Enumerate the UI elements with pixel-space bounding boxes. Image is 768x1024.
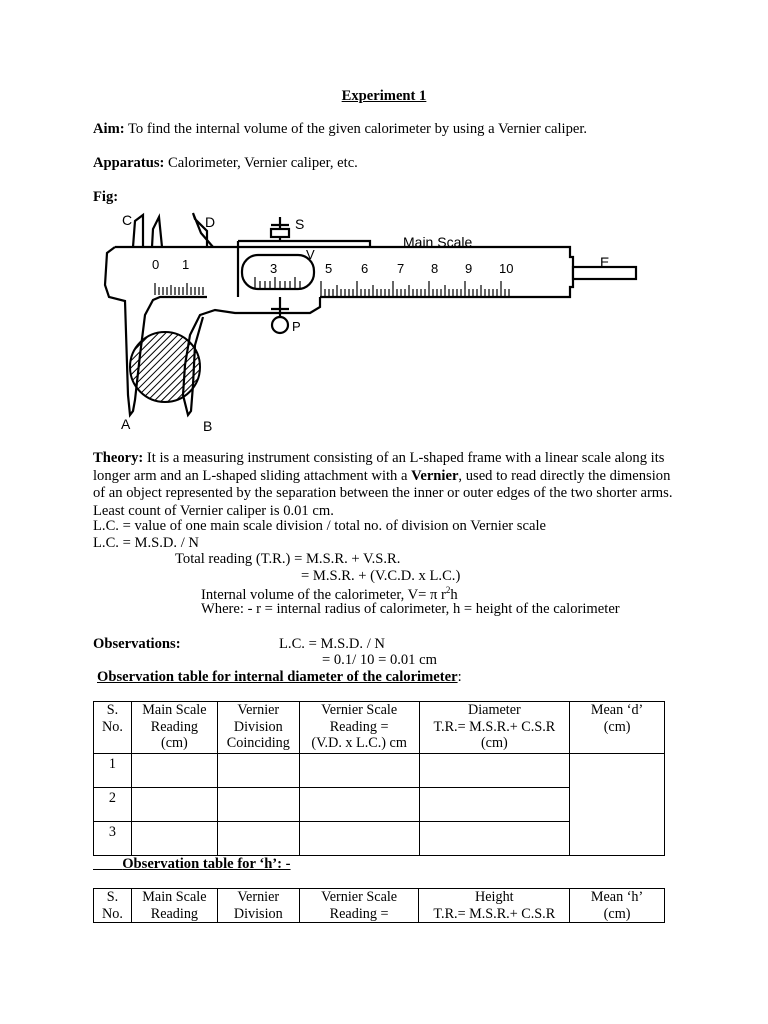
- scale-number: 1: [182, 257, 190, 272]
- volume-text: Internal volume of the calorimeter, V= π r: [201, 586, 446, 603]
- table-cell: [217, 754, 299, 788]
- apparatus-text: Calorimeter, Vernier caliper, etc.: [164, 155, 358, 171]
- aim-text: To find the internal volume of the given calorimeter by using a Vernier caliper.: [124, 121, 588, 137]
- label-b: B: [203, 418, 213, 434]
- header-sno: S. No.: [94, 702, 132, 754]
- table-cell: [419, 754, 570, 788]
- observations-label-text: Observations:: [93, 636, 181, 652]
- table-cell: [419, 822, 570, 856]
- header-diameter: Diameter T.R.= M.S.R.+ C.S.R (cm): [419, 702, 570, 754]
- fig-line: [93, 189, 118, 206]
- table-cell: [131, 754, 217, 788]
- scale-number: 5: [325, 261, 333, 276]
- diameter-table: [93, 701, 665, 856]
- header-mean-h: Mean ‘h’ (cm): [570, 889, 665, 923]
- label-e: E: [600, 254, 610, 270]
- table-cell: [299, 788, 419, 822]
- fig-label: Fig:: [93, 189, 119, 205]
- header-mean-d: Mean ‘d’ (cm): [570, 702, 665, 754]
- table-cell: [131, 788, 217, 822]
- scale-number: 6: [361, 261, 369, 276]
- label-p: P: [292, 319, 301, 334]
- table-cell: [217, 788, 299, 822]
- lc-formula: L.C. = M.S.D. / N: [93, 535, 199, 551]
- label-c: C: [122, 212, 133, 228]
- aim-label: Aim:: [93, 121, 125, 137]
- label-a: A: [121, 416, 131, 432]
- theory-text-2: , used to read directly the dimension of an object represented by the separation between the inner or outer edges of the two shorter arms. Least count of Vernier caliper is 0.01 cm.: [93, 467, 673, 519]
- table-row: [94, 754, 665, 788]
- observations-label: [93, 636, 181, 653]
- theory-text-1: It is a measuring instrument consisting of an L-shaped frame with a linear scale along its longer arm and an L-shaped sliding attachment with a: [93, 450, 665, 484]
- table-cell: [131, 822, 217, 856]
- total-reading-1: Total reading (T.R.) = M.S.R. + V.S.R.: [175, 551, 401, 567]
- row-number: 1: [94, 754, 132, 788]
- moving-jaw: [183, 297, 320, 415]
- scale-number: 7: [397, 261, 405, 276]
- table1-caption-text: Observation table for internal diameter of the calorimeter: [97, 669, 458, 685]
- header-vsr: Vernier Scale Reading =: [299, 889, 419, 923]
- lc-definition: L.C. = value of one main scale division / total no. of division on Vernier scale: [93, 518, 546, 534]
- scale-number: 10: [499, 261, 514, 276]
- header-msr: Main Scale Reading (cm): [131, 702, 217, 754]
- scale-number: 3: [270, 261, 278, 276]
- table-cell: [419, 788, 570, 822]
- mean-d-cell: [570, 754, 665, 856]
- vernier-bold: Vernier: [411, 467, 459, 484]
- scale-number: 0: [152, 257, 160, 272]
- table2-caption-text: Observation table for ‘h’: -: [122, 856, 291, 872]
- header-vsr: Vernier Scale Reading = (V.D. x L.C.) cm: [299, 702, 419, 754]
- volume-h: h: [450, 586, 458, 603]
- row-number: 3: [94, 822, 132, 856]
- apparatus-line: [93, 155, 358, 172]
- calorimeter-cross-section: [130, 332, 200, 402]
- table-cell: [217, 822, 299, 856]
- vernier-caliper-figure: [95, 205, 655, 437]
- header-vdc: Vernier Division Coinciding: [217, 702, 299, 754]
- main-scale-label: Main Scale: [403, 234, 473, 250]
- table1-caption: [97, 669, 462, 686]
- label-v: V: [306, 247, 315, 262]
- page-title: Experiment 1: [341, 88, 427, 104]
- label-d: D: [205, 214, 216, 230]
- theory-paragraph: [93, 450, 683, 520]
- total-reading-2: = M.S.R. + (V.C.D. x L.C.): [301, 568, 461, 584]
- height-table: [93, 888, 665, 923]
- theory-label: Theory:: [93, 450, 144, 466]
- observations-lc-1: L.C. = M.S.D. / N: [279, 636, 385, 652]
- observations-lc-2: = 0.1/ 10 = 0.01 cm: [322, 652, 437, 668]
- volume-sup: 2: [445, 585, 451, 595]
- table-cell: [299, 822, 419, 856]
- row-number: 2: [94, 788, 132, 822]
- main-scale-ticks: [155, 277, 509, 297]
- scale-number: 8: [431, 261, 439, 276]
- label-s: S: [295, 216, 305, 232]
- apparatus-label: Apparatus:: [93, 155, 165, 171]
- table1-caption-suffix: :: [457, 669, 462, 685]
- table2-caption-lead: [93, 856, 122, 872]
- header-msr: Main Scale Reading: [131, 889, 217, 923]
- scale-number: 9: [465, 261, 473, 276]
- table-cell: [299, 754, 419, 788]
- table-header-row: [94, 889, 665, 923]
- table2-caption: [93, 856, 291, 873]
- table-header-row: [94, 702, 665, 754]
- header-vdc: Vernier Division: [217, 889, 299, 923]
- header-height: Height T.R.= M.S.R.+ C.S.R: [419, 889, 570, 923]
- header-sno: S. No.: [94, 889, 132, 923]
- where-line: Where: - r = internal radius of calorimeter, h = height of the calorimeter: [201, 601, 620, 617]
- aim-line: [93, 121, 587, 138]
